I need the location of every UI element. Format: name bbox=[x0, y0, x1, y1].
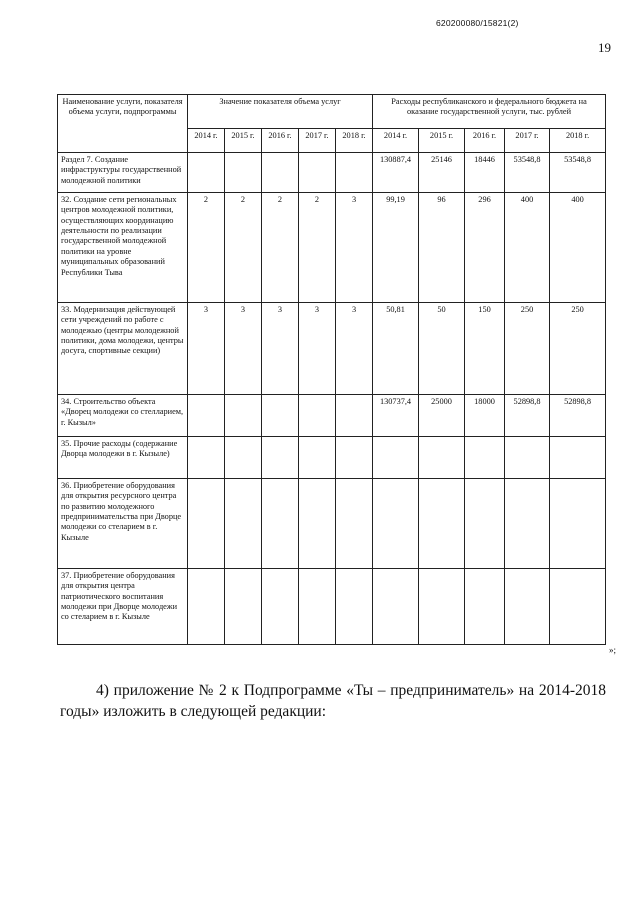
volume-value-cell bbox=[225, 437, 262, 479]
year-header-cost: 2015 г. bbox=[419, 129, 465, 153]
page-number: 19 bbox=[598, 40, 611, 55]
volume-value-cell bbox=[299, 395, 336, 437]
cost-value-cell: 25146 bbox=[419, 153, 465, 193]
cost-value-cell: 130887,4 bbox=[373, 153, 419, 193]
cost-value-cell: 50 bbox=[419, 303, 465, 395]
service-name-cell: 32. Создание сети региональных центров молодежной политики, осуществляющих координацию деятельности по реализации государственной молодежной политики на уровне муниципальных образований Республики Тыва bbox=[58, 193, 188, 303]
year-header-volume: 2014 г. bbox=[188, 129, 225, 153]
document-registration-code: 620200080/15821(2) bbox=[436, 18, 519, 28]
cost-value-cell: 250 bbox=[505, 303, 550, 395]
cost-value-cell: 53548,8 bbox=[505, 153, 550, 193]
cost-value-cell: 50,81 bbox=[373, 303, 419, 395]
cost-value-cell: 400 bbox=[505, 193, 550, 303]
volume-value-cell bbox=[262, 395, 299, 437]
cost-value-cell bbox=[505, 479, 550, 569]
volume-value-cell: 3 bbox=[336, 303, 373, 395]
cost-value-cell: 18000 bbox=[465, 395, 505, 437]
volume-value-cell bbox=[188, 569, 225, 645]
year-header-volume: 2018 г. bbox=[336, 129, 373, 153]
volume-value-cell bbox=[225, 569, 262, 645]
volume-value-cell bbox=[299, 153, 336, 193]
volume-value-cell bbox=[336, 437, 373, 479]
cost-value-cell bbox=[419, 569, 465, 645]
column-header-service-name: Наименование услуги, показателя объема услуги, подпрограммы bbox=[58, 95, 188, 153]
column-group-volume-values: Значение показателя объема услуг bbox=[188, 95, 373, 129]
cost-value-cell: 25000 bbox=[419, 395, 465, 437]
cost-value-cell: 52898,8 bbox=[550, 395, 606, 437]
table-row bbox=[58, 395, 606, 437]
cost-value-cell bbox=[419, 437, 465, 479]
cost-value-cell bbox=[465, 479, 505, 569]
volume-value-cell bbox=[225, 153, 262, 193]
cost-value-cell: 53548,8 bbox=[550, 153, 606, 193]
volume-value-cell bbox=[188, 153, 225, 193]
service-name-cell: 35. Прочие расходы (содержание Дворца молодежи в г. Кызыле) bbox=[58, 437, 188, 479]
cost-value-cell bbox=[550, 569, 606, 645]
service-name-cell: 36. Приобретение оборудования для открытия ресурсного центра по развитию молодежного предпринимательства при Дворце молодежи со стеларием в г. Кызыле bbox=[58, 479, 188, 569]
volume-value-cell: 3 bbox=[299, 303, 336, 395]
volume-value-cell bbox=[188, 395, 225, 437]
volume-value-cell bbox=[225, 479, 262, 569]
volume-value-cell: 3 bbox=[262, 303, 299, 395]
table-row bbox=[58, 569, 606, 645]
cost-value-cell: 130737,4 bbox=[373, 395, 419, 437]
cost-value-cell: 400 bbox=[550, 193, 606, 303]
service-name-cell: 34. Строительство объекта «Дворец молодежи со стелларием, г. Кызыл» bbox=[58, 395, 188, 437]
table-header-row bbox=[58, 95, 606, 129]
volume-value-cell bbox=[262, 153, 299, 193]
service-name-cell: 37. Приобретение оборудования для открытия центра патриотического воспитания молодежи при Дворце молодежи со стеларием в г. Кызыле bbox=[58, 569, 188, 645]
cost-value-cell bbox=[550, 479, 606, 569]
volume-value-cell bbox=[262, 569, 299, 645]
cost-value-cell bbox=[465, 569, 505, 645]
volume-value-cell bbox=[188, 479, 225, 569]
volume-value-cell bbox=[336, 395, 373, 437]
volume-value-cell bbox=[262, 437, 299, 479]
table-row bbox=[58, 193, 606, 303]
amendment-paragraph: 4) приложение № 2 к Подпрограмме «Ты – предприниматель» на 2014-2018 годы» изложить в следующей редакции: bbox=[60, 682, 606, 720]
service-name-cell: 33. Модернизация действующей сети учреждений по работе с молодежью (центры молодежной политики, дома молодежи, центры досуга, спортивные секции) bbox=[58, 303, 188, 395]
cost-value-cell: 96 bbox=[419, 193, 465, 303]
cost-value-cell: 52898,8 bbox=[505, 395, 550, 437]
cost-value-cell: 150 bbox=[465, 303, 505, 395]
table-row bbox=[58, 479, 606, 569]
year-header-volume: 2017 г. bbox=[299, 129, 336, 153]
volume-value-cell bbox=[299, 437, 336, 479]
volume-value-cell: 2 bbox=[225, 193, 262, 303]
volume-value-cell bbox=[336, 153, 373, 193]
cost-value-cell: 296 bbox=[465, 193, 505, 303]
volume-value-cell: 2 bbox=[188, 193, 225, 303]
volume-value-cell bbox=[188, 437, 225, 479]
service-name-cell: Раздел 7. Создание инфраструктуры государственной молодежной политики bbox=[58, 153, 188, 193]
cost-value-cell bbox=[465, 437, 505, 479]
cost-value-cell: 99,19 bbox=[373, 193, 419, 303]
volume-value-cell bbox=[262, 479, 299, 569]
volume-value-cell bbox=[225, 395, 262, 437]
cost-value-cell bbox=[373, 437, 419, 479]
year-header-volume: 2015 г. bbox=[225, 129, 262, 153]
cost-value-cell: 18446 bbox=[465, 153, 505, 193]
volume-value-cell bbox=[299, 569, 336, 645]
cost-value-cell: 250 bbox=[550, 303, 606, 395]
year-header-volume: 2016 г. bbox=[262, 129, 299, 153]
year-header-cost: 2014 г. bbox=[373, 129, 419, 153]
volume-value-cell: 2 bbox=[262, 193, 299, 303]
service-volume-table bbox=[57, 94, 606, 645]
year-header-cost: 2017 г. bbox=[505, 129, 550, 153]
table-row bbox=[58, 303, 606, 395]
closing-quote-mark: »; bbox=[609, 645, 617, 655]
cost-value-cell bbox=[373, 569, 419, 645]
volume-value-cell: 3 bbox=[336, 193, 373, 303]
volume-value-cell: 3 bbox=[188, 303, 225, 395]
volume-value-cell bbox=[336, 479, 373, 569]
volume-value-cell: 3 bbox=[225, 303, 262, 395]
column-group-budget-costs: Расходы республиканского и федерального бюджета на оказание государственной услуги, тыс. рублей bbox=[373, 95, 606, 129]
volume-value-cell bbox=[336, 569, 373, 645]
volume-value-cell bbox=[299, 479, 336, 569]
cost-value-cell bbox=[505, 437, 550, 479]
cost-value-cell bbox=[373, 479, 419, 569]
year-header-cost: 2016 г. bbox=[465, 129, 505, 153]
cost-value-cell bbox=[550, 437, 606, 479]
year-header-cost: 2018 г. bbox=[550, 129, 606, 153]
table-row bbox=[58, 437, 606, 479]
cost-value-cell bbox=[419, 479, 465, 569]
table-row bbox=[58, 153, 606, 193]
volume-value-cell: 2 bbox=[299, 193, 336, 303]
cost-value-cell bbox=[505, 569, 550, 645]
